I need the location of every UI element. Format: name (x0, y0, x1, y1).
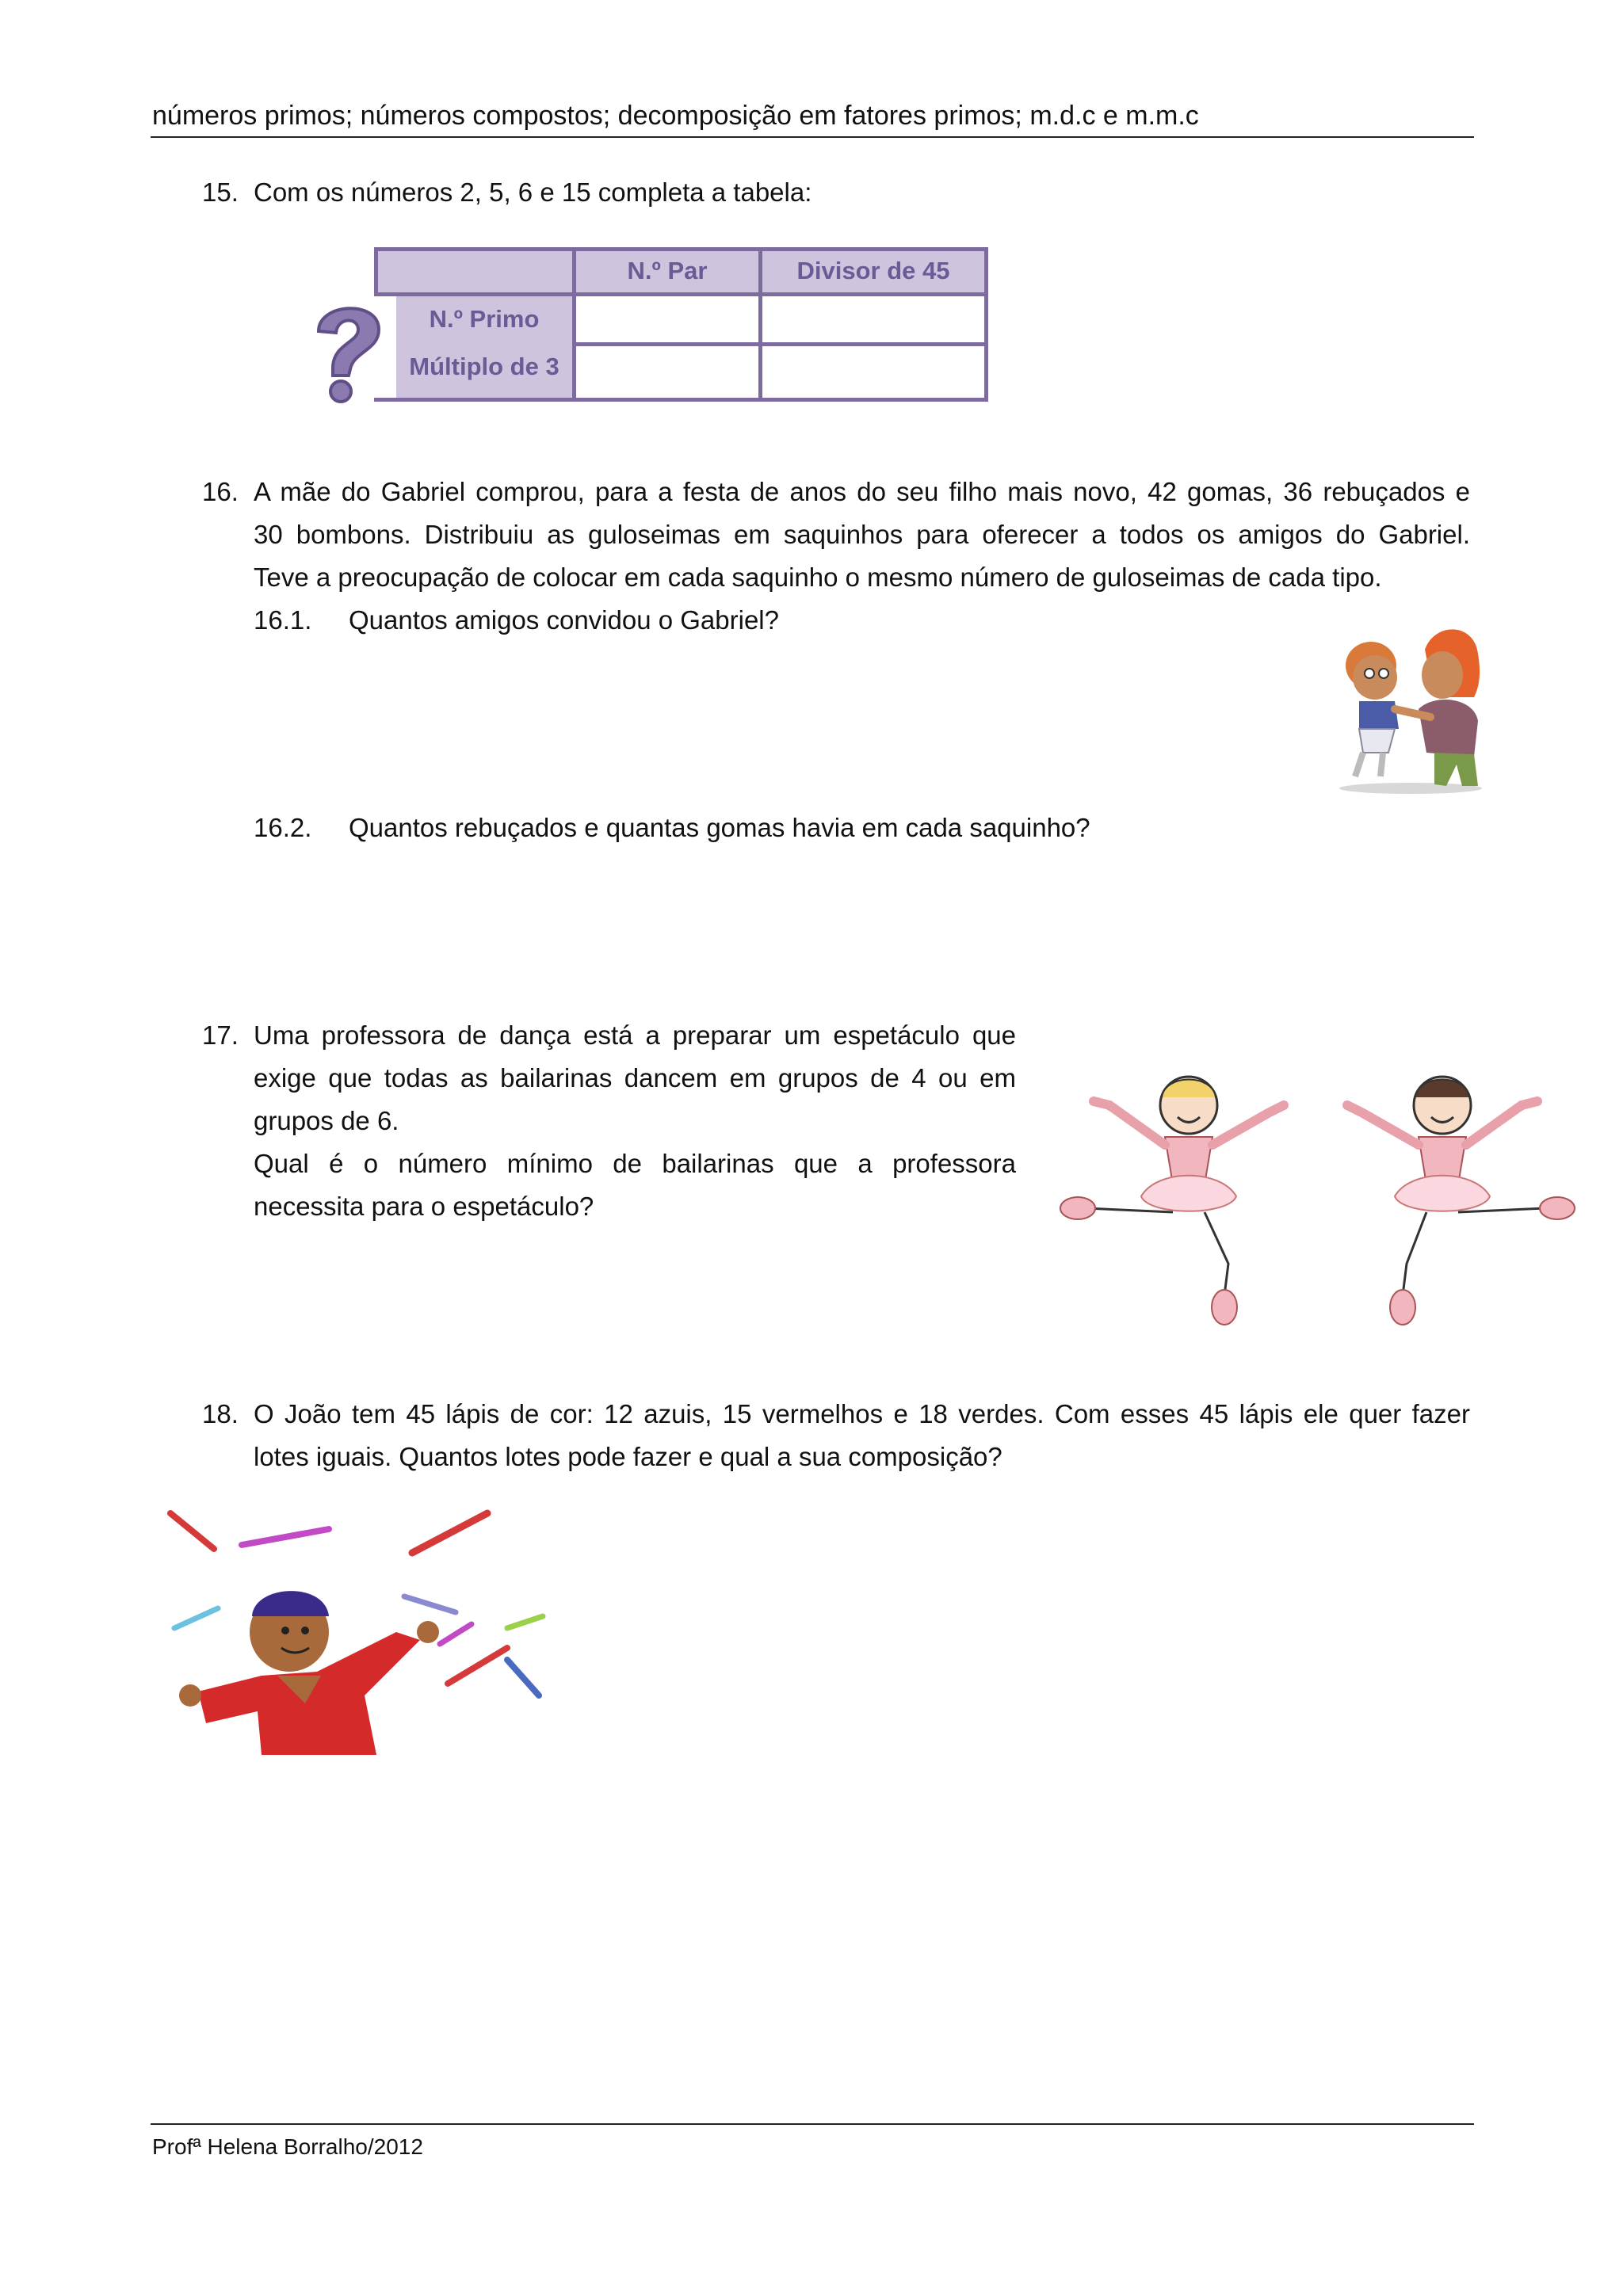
ballerinas-illustration (1046, 1058, 1593, 1343)
table-cell-multiple-even[interactable] (572, 342, 762, 402)
number-classification-table (374, 247, 988, 402)
q17-line-4: Qual é o número mínimo de bailarinas que a professora (254, 1149, 1016, 1178)
table-cell-prime-even[interactable] (572, 292, 762, 346)
q17-line-5: necessita para o espetáculo? (254, 1192, 594, 1221)
table-corner (374, 247, 576, 296)
page-header: números primos; números compostos; decomposição em fatores primos; m.d.c e m.m.c (152, 101, 1199, 131)
q15-text: Com os números 2, 5, 6 e 15 completa a tabela: (254, 177, 812, 207)
ballerina-left (1060, 1077, 1284, 1325)
table-row-header-prime: N.º Primo (429, 305, 540, 333)
table-bottom-border (374, 398, 988, 402)
q16-line-1: A mãe do Gabriel comprou, para a festa de anos do seu filho mais novo, 42 gomas, 36 rebuçados e (254, 477, 1470, 506)
q16-2-number: 16.2. (254, 813, 312, 842)
header-rule (151, 136, 1474, 138)
mother-child-illustration (1316, 618, 1506, 796)
q16-2 (254, 807, 1090, 849)
q17-line-1: Uma professora de dança está a preparar um espetáculo que (254, 1020, 1016, 1050)
footer-rule (151, 2123, 1474, 2125)
table-row-header-multiple-3: Múltiplo de 3 (409, 353, 559, 380)
q17-text (254, 1014, 1016, 1228)
q18-number: 18. (202, 1399, 239, 1428)
q17-number: 17. (202, 1020, 239, 1050)
q16-number: 16. (202, 477, 239, 506)
q16-1-number: 16.1. (254, 605, 312, 635)
q16-1-text: Quantos amigos convidou o Gabriel? (349, 605, 779, 635)
page-footer: Profª Helena Borralho/2012 (152, 2134, 423, 2159)
ballerina-right (1347, 1077, 1575, 1325)
boy-with-pencils-illustration (158, 1497, 618, 1767)
q16-1 (254, 599, 779, 642)
table-cell-prime-divisor[interactable] (758, 292, 988, 346)
q18-line-1: O João tem 45 lápis de cor: 12 azuis, 15 vermelhos e 18 verdes. Com esses 45 lápis ele quer fazer (254, 1399, 1470, 1428)
q17-line-3: grupos de 6. (254, 1106, 399, 1135)
q16-text (254, 471, 1470, 599)
q15-number: 15. (202, 177, 239, 207)
q18-text (254, 1393, 1470, 1478)
table-header-divisor-45: Divisor de 45 (758, 247, 988, 296)
table-cell-multiple-divisor[interactable] (758, 342, 988, 402)
q16-line-2: 30 bombons. Distribuiu as guloseimas em saquinhos para oferecer a todos os amigos do Gabriel. (254, 520, 1470, 549)
q16-line-3: Teve a preocupação de colocar em cada saquinho o mesmo número de guloseimas de cada tipo. (254, 563, 1382, 592)
q18-line-2: lotes iguais. Quantos lotes pode fazer e qual a sua composição? (254, 1442, 1002, 1471)
q17-line-2: exige que todas as bailarinas dancem em grupos de 4 ou em (254, 1063, 1016, 1093)
table-header-even: N.º Par (572, 247, 762, 296)
q16-2-text: Quantos rebuçados e quantas gomas havia em cada saquinho? (349, 813, 1090, 842)
